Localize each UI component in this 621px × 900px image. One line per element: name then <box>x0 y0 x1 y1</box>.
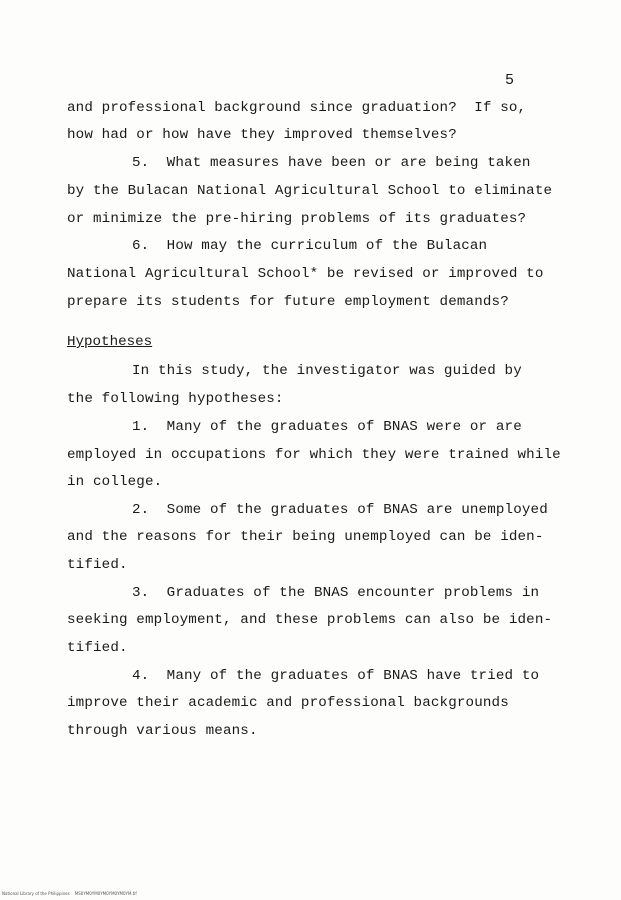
text-line: 4. Many of the graduates of BNAS have tried to <box>132 668 540 684</box>
scan-footer: National Library of the Philippines MS0YM0YM0YM0YM0YM0YM.tif <box>2 891 137 896</box>
text-line: 2. Some of the graduates of BNAS are unemployed <box>132 502 548 518</box>
text-line: and the reasons for their being unemployed can be iden- <box>67 529 544 545</box>
text-line: tified. <box>67 557 128 573</box>
text-line: tified. <box>67 640 128 656</box>
section-heading: Hypotheses <box>67 334 153 350</box>
text-line: 6. How may the curriculum of the Bulacan <box>132 238 488 254</box>
text-line: by the Bulacan National Agricultural School to eliminate <box>67 183 553 199</box>
text-line: prepare its students for future employment demands? <box>67 294 509 310</box>
text-line: and professional background since graduation? If so, <box>67 100 527 116</box>
text-line: improve their academic and professional backgrounds <box>67 695 509 711</box>
text-line: seeking employment, and these problems can also be iden- <box>67 612 553 628</box>
text-line: how had or how have they improved themselves? <box>67 127 457 143</box>
text-line: the following hypotheses: <box>67 391 284 407</box>
text-line: 5. What measures have been or are being taken <box>132 155 531 171</box>
text-line: 1. Many of the graduates of BNAS were or are <box>132 419 522 435</box>
page-number: 5 <box>505 72 515 89</box>
text-line: 3. Graduates of the BNAS encounter problems in <box>132 585 540 601</box>
text-line: employed in occupations for which they were trained while <box>67 447 561 463</box>
text-line: or minimize the pre-hiring problems of its graduates? <box>67 211 527 227</box>
text-line: In this study, the investigator was guided by <box>132 363 522 379</box>
text-line: National Agricultural School* be revised or improved to <box>67 266 544 282</box>
text-line: through various means. <box>67 723 258 739</box>
text-line: in college. <box>67 474 163 490</box>
